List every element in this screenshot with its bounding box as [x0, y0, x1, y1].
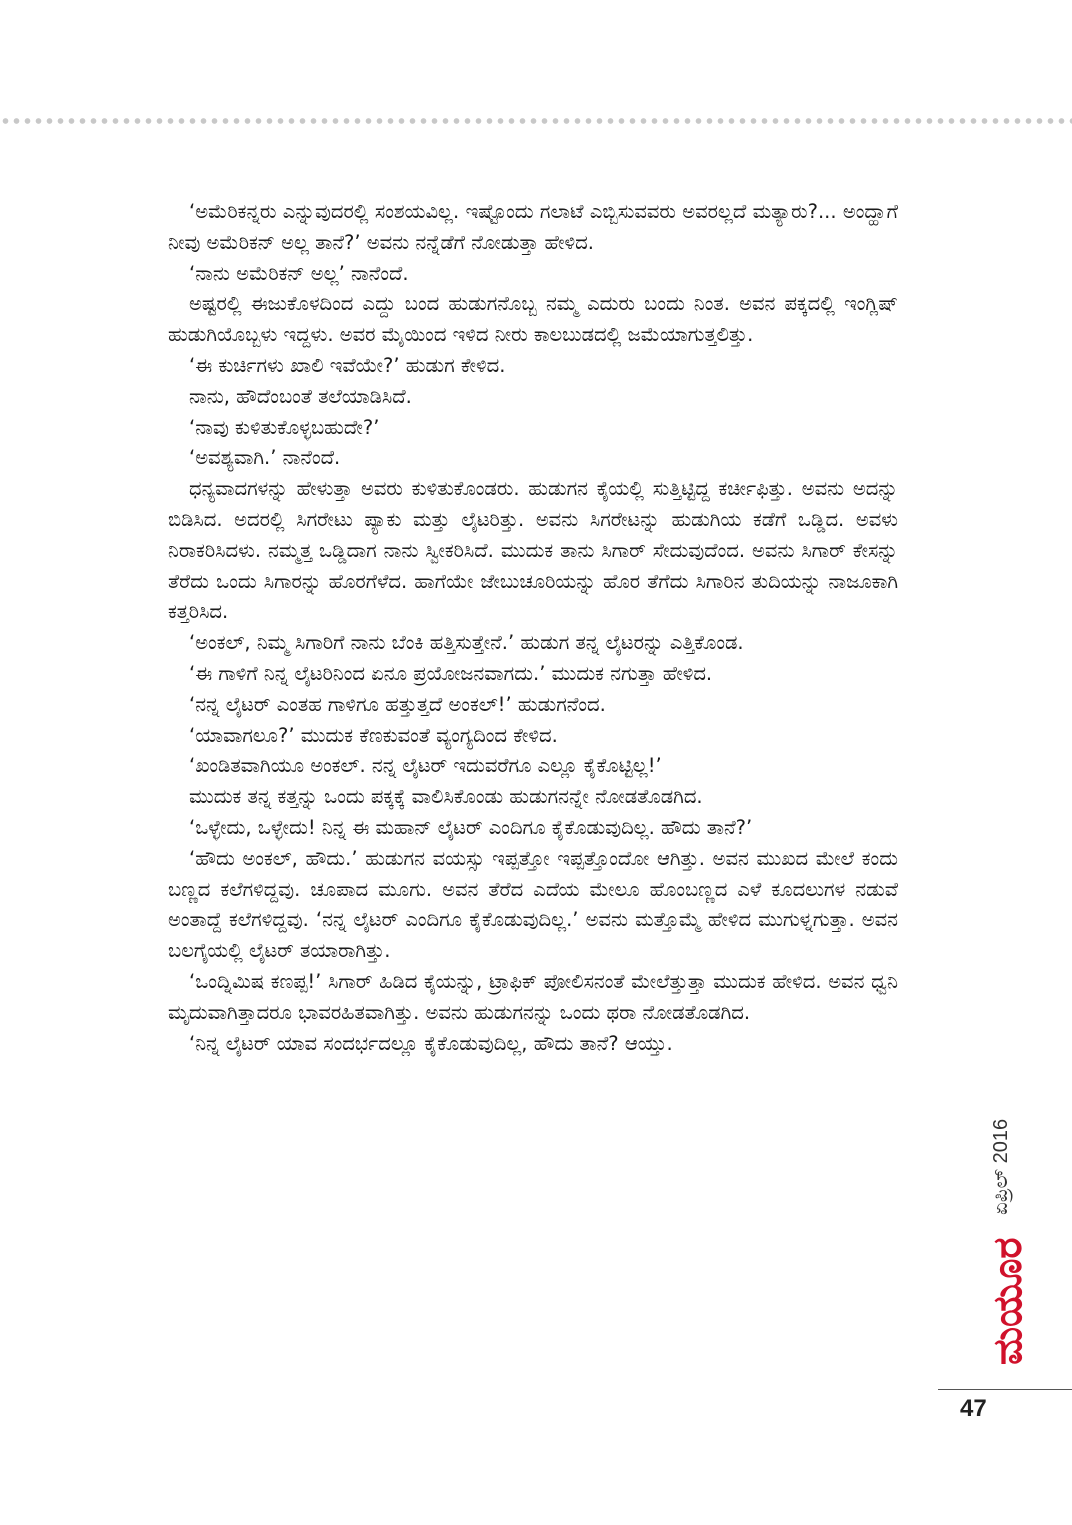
paragraph: ಮುದುಕ ತನ್ನ ಕತ್ತನ್ನು ಒಂದು ಪಕ್ಕಕ್ಕೆ ವಾಲಿಸಿಕೊಂಡು ಹುಡುಗನನ್ನೇ ನೋಡತೊಡಗಿದ. — [189, 785, 703, 809]
paragraph: ಧನ್ಯವಾದಗಳನ್ನು ಹೇಳುತ್ತಾ ಅವರು ಕುಳಿತುಕೊಂಡರು. ಹುಡುಗನ ಕೈಯಲ್ಲಿ ಸುತ್ತಿಟ್ಟಿದ್ದ ಕರ್ಚೀಫಿತ್ತು. ಅವನು ಅದನ್ನು ಬಿಡಿಸಿದ. ಅದರಲ್ಲಿ ಸಿಗರೇಟು ಪ್ಯಾಕು ಮತ್ತು ಲೈಟರಿತ್ತು. ಅವನು ಸಿಗರೇಟನ್ನು ಹುಡುಗಿಯ ಕಡೆಗೆ ಒಡ್ಡಿದ. ಅವಳು ನಿರಾಕರಿಸಿದಳು. ನಮ್ಮತ್ತ ಒಡ್ಡಿದಾಗ ನಾನು ಸ್ವೀಕರಿಸಿದೆ. ಮುದುಕ ತಾನು ಸಿಗಾರ್ ಸೇದುವುದೆಂದ. ಅವನು ಸಿಗಾರ್ ಕೇಸನ್ನು ತೆರೆದು ಒಂದು ಸಿಗಾರನ್ನು ಹೊರಗೆಳೆದ. ಹಾಗೆಯೇ ಜೇಬುಚೂರಿಯನ್ನು ಹೊರ ತೆಗೆದು ಸಿಗಾರಿನ ತುದಿಯನ್ನು ನಾಜೂಕಾಗಿ ಕತ್ತರಿಸಿದ. — [168, 477, 899, 624]
paragraph: ‘ಅವಶ್ಯವಾಗಿ.’ ನಾನೆಂದೆ. — [189, 446, 341, 470]
issue-date: ಏಪ್ರಿಲ್ 2016 — [990, 1118, 1012, 1215]
story-text — [168, 197, 898, 1059]
paragraph: ‘ಒಳ್ಳೇದು, ಒಳ್ಳೇದು! ನಿನ್ನ ಈ ಮಹಾನ್ ಲೈಟರ್ ಎಂದಿಗೂ ಕೈಕೊಡುವುದಿಲ್ಲ. ಹೌದು ತಾನೆ?’ — [189, 815, 753, 839]
paragraph: ‘ಯಾವಾಗಲೂ?’ ಮುದುಕ ಕೆಣಕುವಂತೆ ವ್ಯಂಗ್ಯದಿಂದ ಕೇಳಿದ. — [189, 723, 558, 747]
paragraph: ‘ಈ ಕುರ್ಚಿಗಳು ಖಾಲಿ ಇವೆಯೇ?’ ಹುಡುಗ ಕೇಳಿದ. — [189, 353, 506, 377]
paragraph: ನಾನು, ಹೌದೆಂಬಂತೆ ತಲೆಯಾಡಿಸಿದೆ. — [189, 384, 412, 408]
dotted-header-rule — [0, 117, 1072, 125]
paragraph: ‘ನಿನ್ನ ಲೈಟರ್ ಯಾವ ಸಂದರ್ಭದಲ್ಲೂ ಕೈಕೊಡುವುದಿಲ್ಲ, ಹೌದು ತಾನೆ? ಆಯ್ತು. — [189, 1031, 673, 1055]
paragraph: ಅಷ್ಟರಲ್ಲಿ ಈಜುಕೊಳದಿಂದ ಎದ್ದು ಬಂದ ಹುಡುಗನೊಬ್ಬ ನಮ್ಮ ಎದುರು ಬಂದು ನಿಂತ. ಅವನ ಪಕ್ಕದಲ್ಲಿ ಇಂಗ್ಲಿಷ್ ಹುಡುಗಿಯೊಬ್ಬಳು ಇದ್ದಳು. ಅವರ ಮೈಯಿಂದ ಇಳಿದ ನೀರು ಕಾಲಬುಡದಲ್ಲಿ ಜಮೆಯಾಗುತ್ತಲಿತ್ತು. — [168, 292, 898, 347]
paragraph: ‘ಅಮೆರಿಕನ್ನರು ಎನ್ನುವುದರಲ್ಲಿ ಸಂಶಯವಿಲ್ಲ. ಇಷ್ಟೊಂದು ಗಲಾಟೆ ಎಬ್ಬಿಸುವವರು ಅವರಲ್ಲದೆ ಮತ್ಯಾರು?... ಅಂದ್ಹಾಗೆ ನೀವು ಅಮೆರಿಕನ್ ಅಲ್ಲ ತಾನೆ?’ ಅವನು ನನ್ನೆಡೆಗೆ ನೋಡುತ್ತಾ ಹೇಳಿದ. — [168, 200, 898, 254]
paragraph: ‘ಈ ಗಾಳಿಗೆ ನಿನ್ನ ಲೈಟರಿನಿಂದ ಏನೂ ಪ್ರಯೋಜನವಾಗದು.’ ಮುದುಕ ನಗುತ್ತಾ ಹೇಳಿದ. — [189, 661, 713, 685]
page-number-rule — [938, 1389, 1072, 1390]
paragraph: ‘ನನ್ನ ಲೈಟರ್ ಎಂತಹ ಗಾಳಿಗೂ ಹತ್ತುತ್ತದೆ ಅಂಕಲ್!’ ಹುಡುಗನೆಂದ. — [189, 692, 606, 716]
paragraph: ‘ಅಂಕಲ್, ನಿಮ್ಮ ಸಿಗಾರಿಗೆ ನಾನು ಬೆಂಕಿ ಹತ್ತಿಸುತ್ತೇನೆ.’ ಹುಡುಗ ತನ್ನ ಲೈಟರನ್ನು ಎತ್ತಿಕೊಂಡ. — [189, 631, 744, 655]
paragraph: ‘ಒಂದ್ನಿಮಿಷ ಕಣಪ್ಪ!’ ಸಿಗಾರ್ ಹಿಡಿದ ಕೈಯನ್ನು, ಟ್ರಾಫಿಕ್ ಪೋಲಿಸನಂತೆ ಮೇಲೆತ್ತುತ್ತಾ ಮುದುಕ ಹೇಳಿದ. ಅವನ ಧ್ವನಿ ಮೃದುವಾಗಿತ್ತಾದರೂ ಭಾವರಹಿತವಾಗಿತ್ತು. ಅವನು ಹುಡುಗನನ್ನು ಒಂದು ಥರಾ ನೋಡತೊಡಗಿದ. — [168, 969, 898, 1024]
magazine-title: ಮಯೂರ — [985, 1237, 1031, 1365]
paragraph: ‘ನಾನು ಅಮೆರಿಕನ್ ಅಲ್ಲ’ ನಾನೆಂದೆ. — [189, 261, 409, 285]
page-number: 47 — [960, 1395, 987, 1422]
paragraph: ‘ನಾವು ಕುಳಿತುಕೊಳ್ಳಬಹುದೇ?’ — [189, 415, 380, 439]
paragraph: ‘ಖಂಡಿತವಾಗಿಯೂ ಅಂಕಲ್. ನನ್ನ ಲೈಟರ್ ಇದುವರೆಗೂ ಎಲ್ಲೂ ಕೈಕೊಟ್ಟಿಲ್ಲ!’ — [189, 754, 662, 778]
paragraph: ‘ಹೌದು ಅಂಕಲ್, ಹೌದು.’ ಹುಡುಗನ ವಯಸ್ಸು ಇಪ್ಪತ್ತೋ ಇಪ್ಪತ್ತೊಂದೋ ಆಗಿತ್ತು. ಅವನ ಮುಖದ ಮೇಲೆ ಕಂದು ಬಣ್ಣದ ಕಲೆಗಳಿದ್ದವು. ಚೂಪಾದ ಮೂಗು. ಅವನ ತೆರೆದ ಎದೆಯ ಮೇಲೂ ಹೊಂಬಣ್ಣದ ಎಳೆ ಕೂದಲುಗಳ ನಡುವೆ ಅಂತಾದ್ದೆ ಕಲೆಗಳಿದ್ದವು. ‘ನನ್ನ ಲೈಟರ್ ಎಂದಿಗೂ ಕೈಕೊಡುವುದಿಲ್ಲ.’ ಅವನು ಮತ್ತೊಮ್ಮೆ ಹೇಳಿದ ಮುಗುಳ್ನಗುತ್ತಾ. ಅವನ ಬಲಗೈಯಲ್ಲಿ ಲೈಟರ್ ತಯಾರಾಗಿತ್ತು. — [168, 846, 898, 963]
